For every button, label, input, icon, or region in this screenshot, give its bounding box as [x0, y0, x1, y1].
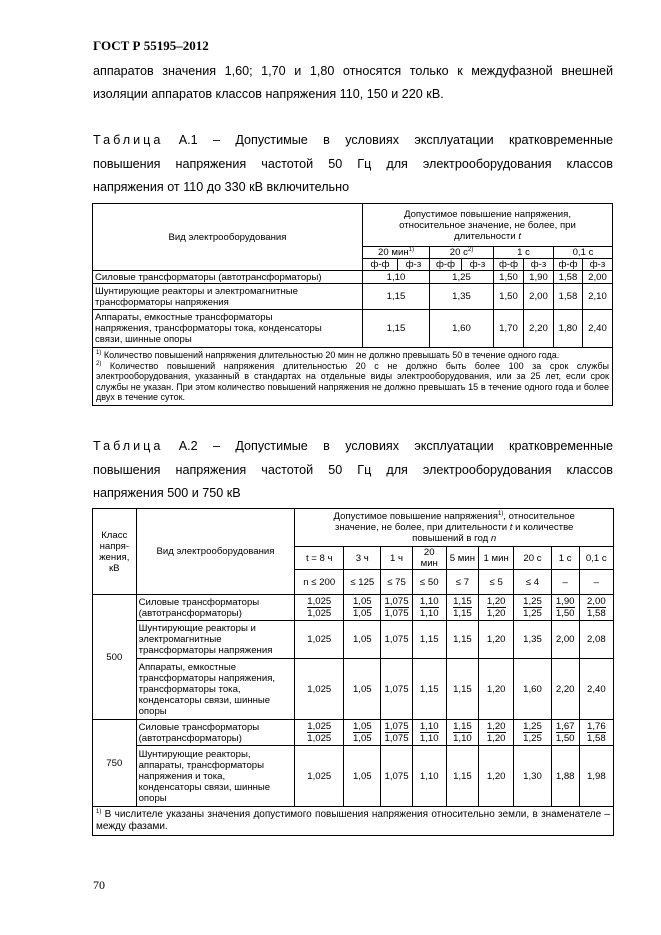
intro-line-2: изоляции аппаратов классов напряжения 110, 150 и 220 кВ.: [93, 87, 444, 101]
table2-count: ≤ 5: [479, 570, 514, 595]
equipment-name: Аппараты, емкостные трансформаторы напряжения, трансформаторы тока, конденсаторы связи, шинные опоры: [136, 659, 295, 720]
table-row: [93, 621, 614, 659]
table-cell: 2,00: [524, 284, 554, 310]
class-cell-750: 750: [93, 720, 137, 807]
table2-duration: 1 с: [551, 547, 579, 570]
table2-count: ≤ 4: [514, 570, 551, 595]
table1-dur-20min: 20 мин$^{1)}$: [363, 247, 430, 259]
table-cell: 1,90: [524, 271, 554, 284]
table-row: [93, 595, 614, 621]
table-cell: 1,10: [412, 746, 446, 807]
fraction-cell: 1,025 1,025: [295, 595, 344, 621]
table-cell: 1,05: [344, 659, 381, 720]
fraction-cell: 1,20 1,20: [479, 595, 514, 621]
table-cell: 1,80: [554, 310, 583, 348]
equipment-name: Аппараты, емкостные трансформаторы напряжения, трансформаторы тока, конденсаторы связи, шинные опоры: [93, 310, 363, 348]
table-cell: 2,40: [579, 659, 613, 720]
table1-group-c: длительности: [454, 230, 519, 242]
table-row: [93, 271, 613, 284]
table-cell: 2,20: [551, 659, 579, 720]
table2-count: –: [551, 570, 579, 595]
equipment-name: Шунтирующие реакторы и электромагнитные трансформаторы напряжения: [136, 621, 295, 659]
table1-phase: ф-ф: [430, 259, 462, 271]
table-row: [93, 746, 614, 807]
table1-phase: ф-ф: [363, 259, 398, 271]
table2-duration: 0,1 с: [579, 547, 613, 570]
table-cell: 1,15: [446, 746, 478, 807]
table-cell: 1,20: [479, 746, 514, 807]
table-cell: 1,075: [381, 621, 412, 659]
table-cell: 1,88: [551, 746, 579, 807]
table1-dur-0-1s: 0,1 с: [554, 247, 613, 259]
table1-dur-20s: 20 $с^{2)}$: [430, 247, 494, 259]
fraction-cell: 1,25 1,25: [514, 720, 551, 746]
table-cell: 2,40: [583, 310, 613, 348]
table1-dur-1s: 1 с: [494, 247, 554, 259]
equipment-name: Силовые трансформаторы (автотрансформаторы): [93, 271, 363, 284]
table-row: [93, 659, 614, 720]
table2-duration: 3 ч: [344, 547, 381, 570]
table1-phase: ф-ф: [554, 259, 583, 271]
table-cell: 2,08: [579, 621, 613, 659]
table1-phase: ф-з: [583, 259, 613, 271]
fraction-cell: 1,25 1,25: [514, 595, 551, 621]
table2-count: –: [579, 570, 613, 595]
table-cell: 1,15: [446, 621, 478, 659]
table2-count: ≤ 125: [344, 570, 381, 595]
table-cell: 1,025: [295, 746, 344, 807]
table-cell: 1,25: [430, 271, 494, 284]
table2-duration: 1 мин: [479, 547, 514, 570]
table1-col-group: [363, 204, 613, 247]
fraction-cell: 1,05 1,05: [344, 720, 381, 746]
table1-col-equipment: Вид электрооборудования: [93, 204, 363, 271]
table2-col-equipment: Вид электрооборудования: [136, 509, 295, 595]
table-cell: 1,60: [514, 659, 551, 720]
fraction-cell: 1,075 1,075: [381, 595, 412, 621]
table1-phase: ф-з: [524, 259, 554, 271]
class-cell-500: 500: [93, 595, 137, 720]
table2-count: n ≤ 200: [295, 570, 344, 595]
table-cell: 2,20: [524, 310, 554, 348]
table-cell: 1,10: [363, 271, 430, 284]
table-cell: 1,20: [479, 659, 514, 720]
table-cell: 1,70: [494, 310, 524, 348]
fraction-cell: 1,67 1,50: [551, 720, 579, 746]
table-cell: 1,15: [363, 284, 430, 310]
table-cell: 1,025: [295, 659, 344, 720]
table-a1: [92, 203, 613, 406]
table1-group-t: t: [518, 230, 521, 242]
table-cell: 1,50: [494, 284, 524, 310]
fraction-cell: 1,90 1,50: [551, 595, 579, 621]
table-cell: 1,58: [554, 284, 583, 310]
table1-footnote-1: $^{1)}$ Количество повышений напряжения длительностью 20 мин не должно превышать 50 в течение одного года.: [96, 350, 560, 360]
table1-header-row: [93, 204, 613, 247]
table1-caption-line-1: [93, 129, 613, 152]
table-cell: 1,05: [344, 746, 381, 807]
table2-duration: 1 ч: [381, 547, 412, 570]
table-cell: 1,15: [446, 659, 478, 720]
table-cell: 1,15: [363, 310, 430, 348]
table-cell: 1,35: [430, 284, 494, 310]
fraction-cell: 1,10 1,10: [412, 720, 446, 746]
fraction-cell: 1,025 1,025: [295, 720, 344, 746]
table-cell: 1,15: [412, 659, 446, 720]
table2-col-group: Допустимое повышение напряжения$^{1)}$, относительное значение, не более, при длительности t и количестве повышений в год n: [295, 509, 614, 547]
table1-footnote-2: $^{2)}$ Количество повышений напряжения длительностью 20 с не должно быть более 100 за срок службы электрооборудования, указанный в стандартах на отдельные виды электрооборудования, или за 25 лет, если срок службы не указан. При этом количество повышений напряжения не должно превышать 15 в течение одного года и более двух в течение суток.: [96, 360, 609, 402]
table-cell: 1,60: [430, 310, 494, 348]
page-number: 70: [93, 878, 105, 892]
fraction-cell: 1,075 1,075: [381, 720, 412, 746]
table-cell: 1,15: [412, 621, 446, 659]
table2-header-row: [93, 509, 614, 547]
fraction-cell: 2,00 1,58: [579, 595, 613, 621]
table-cell: 2,00: [583, 271, 613, 284]
equipment-name: Силовые трансформаторы (автотрансформаторы): [136, 595, 295, 621]
table1-footnotes: [93, 348, 613, 406]
table2-caption-text: А.2 – Допустимые в условиях эксплуатации кратковременные: [178, 439, 614, 453]
fraction-cell: 1,20 1,20: [479, 720, 514, 746]
table1-caption-text: А.1 – Допустимые в условиях эксплуатации кратковременные: [178, 133, 614, 147]
fraction-cell: 1,10 1,10: [412, 595, 446, 621]
document-header: ГОСТ Р 55195–2012: [93, 38, 209, 53]
table1-phase: ф-з: [462, 259, 494, 271]
table-cell: 1,20: [479, 621, 514, 659]
table2-caption-line-1: [93, 435, 613, 458]
table1-group-b: относительное значение, не более, при: [399, 219, 576, 231]
table-cell: 2,10: [583, 284, 613, 310]
table1-caption-line-2: повышения напряжения частотой 50 Гц для электрооборудования классов: [93, 157, 613, 171]
table1-group-a: Допустимое повышение напряжения,: [403, 208, 572, 220]
table2-count: ≤ 7: [446, 570, 478, 595]
table2-duration: 20 с: [514, 547, 551, 570]
table2-duration: 5 мин: [446, 547, 478, 570]
table1-caption-prefix: Таблица: [93, 133, 164, 147]
table2-count: ≤ 50: [412, 570, 446, 595]
table-row: [93, 284, 613, 310]
fraction-cell: 1,15 1,15: [446, 595, 478, 621]
equipment-name: Шунтирующие реакторы и электромагнитные трансформаторы напряжения: [93, 284, 363, 310]
table2-duration: t = 8 ч: [295, 547, 344, 570]
table-cell: 1,025: [295, 621, 344, 659]
table-cell: 1,58: [554, 271, 583, 284]
table-cell: 1,075: [381, 659, 412, 720]
table1-caption-line-3: напряжения от 110 до 330 кВ включительно: [93, 180, 350, 194]
table2-duration: 20 мин: [412, 547, 446, 570]
table-cell: 1,50: [494, 271, 524, 284]
table2-count: ≤ 75: [381, 570, 412, 595]
table2-caption-prefix: Таблица: [93, 439, 164, 453]
table-cell: 1,98: [579, 746, 613, 807]
table2-col-class: Класс напря-жения, кВ: [93, 509, 137, 595]
table-row: [93, 310, 613, 348]
table2-caption-line-2: повышения напряжения частотой 50 Гц для электрооборудования классов: [93, 463, 613, 477]
table1-phase: ф-з: [398, 259, 430, 271]
intro-line-1: аппаратов значения 1,60; 1,70 и 1,80 относятся только к междуфазной внешней: [93, 64, 613, 78]
table-cell: 2,00: [551, 621, 579, 659]
table-cell: 1,05: [344, 621, 381, 659]
fraction-cell: 1,15 1,10: [446, 720, 478, 746]
table-row: [93, 720, 614, 746]
table-cell: 1,075: [381, 746, 412, 807]
table2-footnotes: [93, 807, 614, 836]
fraction-cell: 1,05 1,05: [344, 595, 381, 621]
table1-footnote-cell: [93, 348, 613, 406]
table2-caption-line-3: напряжения 500 и 750 кВ: [93, 486, 241, 500]
table-cell: 1,30: [514, 746, 551, 807]
table1-phase: ф-ф: [494, 259, 524, 271]
table-cell: 1,35: [514, 621, 551, 659]
equipment-name: Силовые трансформаторы (автотрансформаторы): [136, 720, 295, 746]
table-a2: [92, 508, 614, 836]
equipment-name: Шунтирующие реакторы, аппараты, трансформаторы напряжения и тока, конденсаторы связи, шинные опоры: [136, 746, 295, 807]
table2-footnote-cell: $^{1)}$ В числителе указаны значения допустимого повышения напряжения относительно земли, в знаменателе – между фазами.: [93, 807, 614, 836]
fraction-cell: 1,76 1,58: [579, 720, 613, 746]
